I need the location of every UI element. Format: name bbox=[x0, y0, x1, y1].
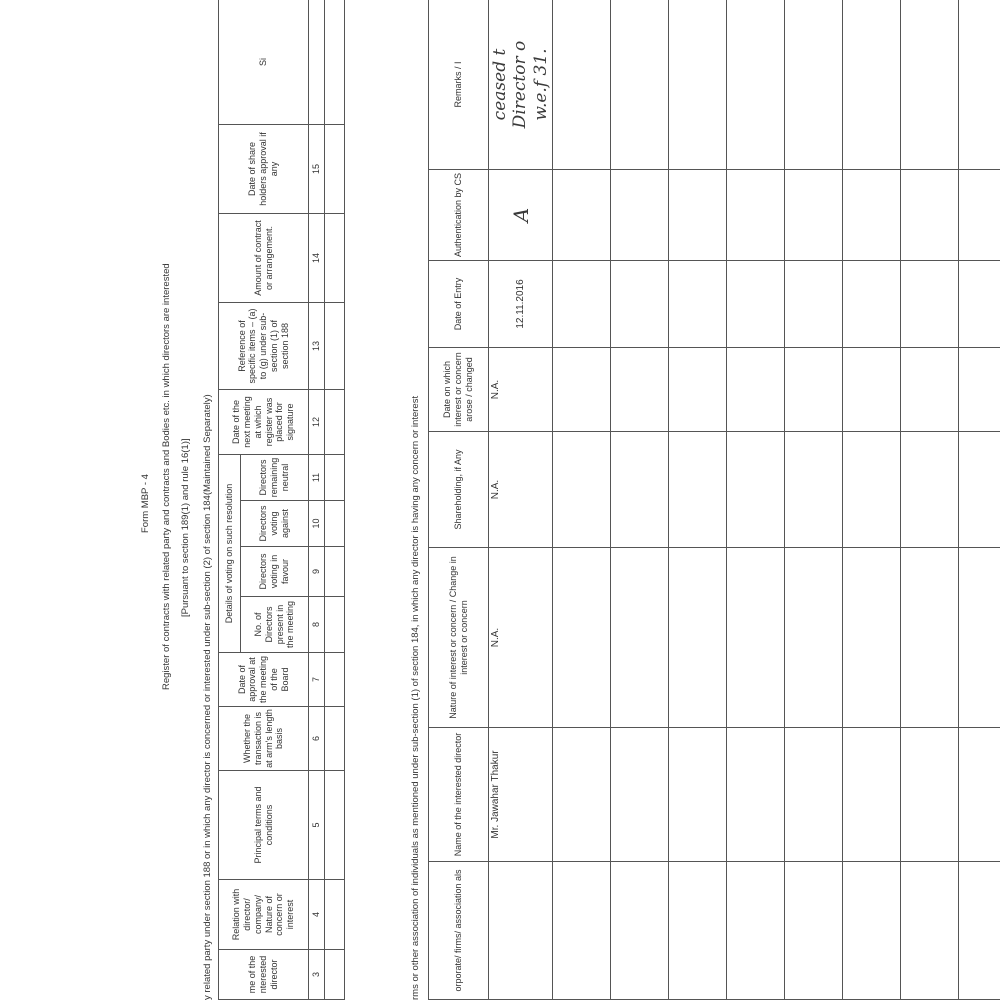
column-number: 7 bbox=[309, 653, 325, 707]
table-row bbox=[843, 0, 901, 1000]
empty-cell bbox=[843, 548, 901, 728]
empty-cell bbox=[727, 432, 785, 548]
empty-cell bbox=[611, 862, 669, 1000]
table-row bbox=[901, 0, 959, 1000]
th-remaining-neutral: Directors remaining neutral bbox=[241, 454, 309, 500]
column-number: 10 bbox=[309, 501, 325, 547]
empty-cell bbox=[325, 501, 345, 547]
column-number: 9 bbox=[309, 547, 325, 597]
empty-cell bbox=[611, 170, 669, 261]
empty-cell bbox=[325, 597, 345, 653]
th-authentication: Authentication by CS bbox=[429, 170, 489, 261]
empty-cell bbox=[489, 862, 553, 1000]
table-row bbox=[669, 0, 727, 1000]
empty-cell bbox=[959, 0, 1000, 170]
form-title: Form MBP - 4 bbox=[140, 474, 151, 533]
table2-caption: rms or other association of individuals as mentioned under sub-section (1) of section 184, in which any director is having any concern or interest bbox=[410, 395, 421, 1000]
th-voting-against: Directors voting against bbox=[241, 501, 309, 547]
empty-cell bbox=[785, 261, 843, 348]
register-title: Register of contracts with related party and contracts and Bodies etc. in which directors are interested bbox=[161, 263, 172, 690]
empty-cell bbox=[843, 728, 901, 862]
remarks-line: ceased t bbox=[490, 48, 510, 121]
table-row bbox=[611, 0, 669, 1000]
empty-cell bbox=[325, 547, 345, 597]
empty-cell bbox=[959, 432, 1000, 548]
empty-cell bbox=[959, 261, 1000, 348]
empty-cell bbox=[325, 880, 345, 950]
empty-cell bbox=[785, 432, 843, 548]
th-director-name: me of the nterested director bbox=[219, 950, 309, 1000]
empty-cell bbox=[325, 707, 345, 771]
th-contract-amount: Amount of contract or arrangement. bbox=[219, 213, 309, 302]
empty-cell bbox=[325, 213, 345, 302]
table-row bbox=[785, 0, 843, 1000]
empty-cell bbox=[325, 0, 345, 124]
empty-cell bbox=[843, 170, 901, 261]
th-next-meeting: Date of the next meeting at which register was placed for signature bbox=[219, 389, 309, 454]
empty-cell bbox=[785, 548, 843, 728]
empty-cell bbox=[553, 548, 611, 728]
th-voting-favour: Directors voting in favour bbox=[241, 547, 309, 597]
empty-cell bbox=[611, 432, 669, 548]
th-voting-details: Details of voting on such resolution bbox=[219, 454, 241, 652]
empty-cell bbox=[959, 170, 1000, 261]
empty-cell bbox=[553, 432, 611, 548]
empty-cell bbox=[669, 348, 727, 432]
th-directors-present: No. of Directors present in the meeting bbox=[241, 597, 309, 653]
empty-cell bbox=[325, 653, 345, 707]
date-arose-value: N.A. bbox=[489, 348, 553, 432]
empty-cell bbox=[901, 548, 959, 728]
empty-cell bbox=[669, 548, 727, 728]
column-number: 15 bbox=[309, 124, 325, 213]
empty-cell bbox=[611, 0, 669, 170]
empty-cell bbox=[959, 862, 1000, 1000]
th-approval-date: Date of approval at the meeting of the Board bbox=[219, 653, 309, 707]
th-relation: Relation with director/ company/ Nature of concern or interest bbox=[219, 880, 309, 950]
empty-rows bbox=[553, 0, 1000, 1000]
column-number: 13 bbox=[309, 302, 325, 389]
empty-cell bbox=[553, 348, 611, 432]
empty-cell bbox=[553, 728, 611, 862]
empty-cell bbox=[553, 862, 611, 1000]
empty-cell bbox=[553, 0, 611, 170]
column-number: 5 bbox=[309, 771, 325, 880]
empty-cell bbox=[901, 0, 959, 170]
column-number: 6 bbox=[309, 707, 325, 771]
th-interested-director: Name of the interested director bbox=[429, 728, 489, 862]
th-nature-of-interest: Nature of interest or concern / Change in interest or concern bbox=[429, 548, 489, 728]
empty-cell bbox=[843, 0, 901, 170]
th-remarks: Remarks / I bbox=[429, 0, 489, 170]
related-party-contracts-table bbox=[218, 0, 345, 1000]
empty-cell bbox=[553, 261, 611, 348]
th-signature: Si bbox=[219, 0, 309, 124]
empty-cell bbox=[959, 348, 1000, 432]
table-row bbox=[959, 0, 1000, 1000]
empty-cell bbox=[611, 728, 669, 862]
handwritten-remarks bbox=[489, 0, 553, 170]
empty-cell bbox=[785, 170, 843, 261]
empty-cell bbox=[727, 728, 785, 862]
th-arms-length: Whether the transaction is at arm's length basis bbox=[219, 707, 309, 771]
column-number: 4 bbox=[309, 880, 325, 950]
th-shareholder-approval: Date of share holders approval if any bbox=[219, 124, 309, 213]
remarks-line: Director o bbox=[510, 40, 531, 129]
empty-cell bbox=[727, 261, 785, 348]
empty-cell bbox=[901, 432, 959, 548]
empty-cell bbox=[785, 728, 843, 862]
pursuant-line: [Pursuant to section 189(1) and rule 16(1)] bbox=[180, 438, 191, 617]
column-number: 3 bbox=[309, 950, 325, 1000]
column-number: 14 bbox=[309, 213, 325, 302]
column-number: 8 bbox=[309, 597, 325, 653]
column-number bbox=[309, 0, 325, 124]
empty-cell bbox=[325, 389, 345, 454]
empty-cell bbox=[785, 348, 843, 432]
empty-cell bbox=[611, 261, 669, 348]
column-number: 11 bbox=[309, 454, 325, 500]
th-date-interest-arose: Date on which interest or concern arose / changed bbox=[429, 348, 489, 432]
table-row bbox=[727, 0, 785, 1000]
shareholding-value: N.A. bbox=[489, 432, 553, 548]
interested-director-name: Mr. Jawahar Thakur bbox=[489, 728, 553, 862]
empty-cell bbox=[727, 348, 785, 432]
empty-cell bbox=[611, 348, 669, 432]
empty-cell bbox=[325, 950, 345, 1000]
empty-cell bbox=[611, 548, 669, 728]
empty-cell bbox=[901, 862, 959, 1000]
empty-cell bbox=[325, 124, 345, 213]
empty-cell bbox=[901, 348, 959, 432]
empty-cell bbox=[727, 862, 785, 1000]
empty-cell bbox=[669, 862, 727, 1000]
empty-cell bbox=[785, 0, 843, 170]
empty-cell bbox=[669, 432, 727, 548]
empty-cell bbox=[843, 432, 901, 548]
empty-cell bbox=[669, 0, 727, 170]
empty-cell bbox=[959, 548, 1000, 728]
empty-cell bbox=[843, 348, 901, 432]
empty-cell bbox=[959, 728, 1000, 862]
table-row bbox=[553, 0, 611, 1000]
empty-cell bbox=[901, 728, 959, 862]
empty-cell bbox=[785, 862, 843, 1000]
director-interest-table bbox=[428, 0, 1000, 1000]
empty-cell bbox=[669, 170, 727, 261]
column-number: 12 bbox=[309, 389, 325, 454]
th-reference-items: Reference of specific items – (a) to (g) under sub-section (1) of section 188 bbox=[219, 302, 309, 389]
empty-cell bbox=[669, 261, 727, 348]
remarks-line: w.e.f 31. bbox=[530, 48, 551, 121]
empty-cell bbox=[727, 170, 785, 261]
empty-cell bbox=[727, 0, 785, 170]
empty-cell bbox=[843, 261, 901, 348]
table-row bbox=[489, 0, 553, 1000]
th-body-corporate: orporate/ firms/ association als bbox=[429, 862, 489, 1000]
th-date-of-entry: Date of Entry bbox=[429, 261, 489, 348]
empty-cell bbox=[669, 728, 727, 862]
empty-cell bbox=[325, 454, 345, 500]
empty-cell bbox=[727, 548, 785, 728]
empty-cell bbox=[325, 302, 345, 389]
th-shareholding: Shareholding, if Any bbox=[429, 432, 489, 548]
table1-caption: y related party under section 188 or in which any director is concerned or interested under sub-section (2) of section 184(Maintained Separately) bbox=[202, 394, 213, 1000]
empty-cell bbox=[325, 771, 345, 880]
empty-cell bbox=[901, 170, 959, 261]
empty-cell bbox=[901, 261, 959, 348]
date-of-entry-value: 12.11.2016 bbox=[489, 261, 553, 348]
nature-of-interest-value: N.A. bbox=[489, 548, 553, 728]
cs-signature-mark: A bbox=[489, 170, 553, 261]
th-principal-terms: Principal terms and conditions bbox=[219, 771, 309, 880]
empty-cell bbox=[843, 862, 901, 1000]
empty-cell bbox=[553, 170, 611, 261]
